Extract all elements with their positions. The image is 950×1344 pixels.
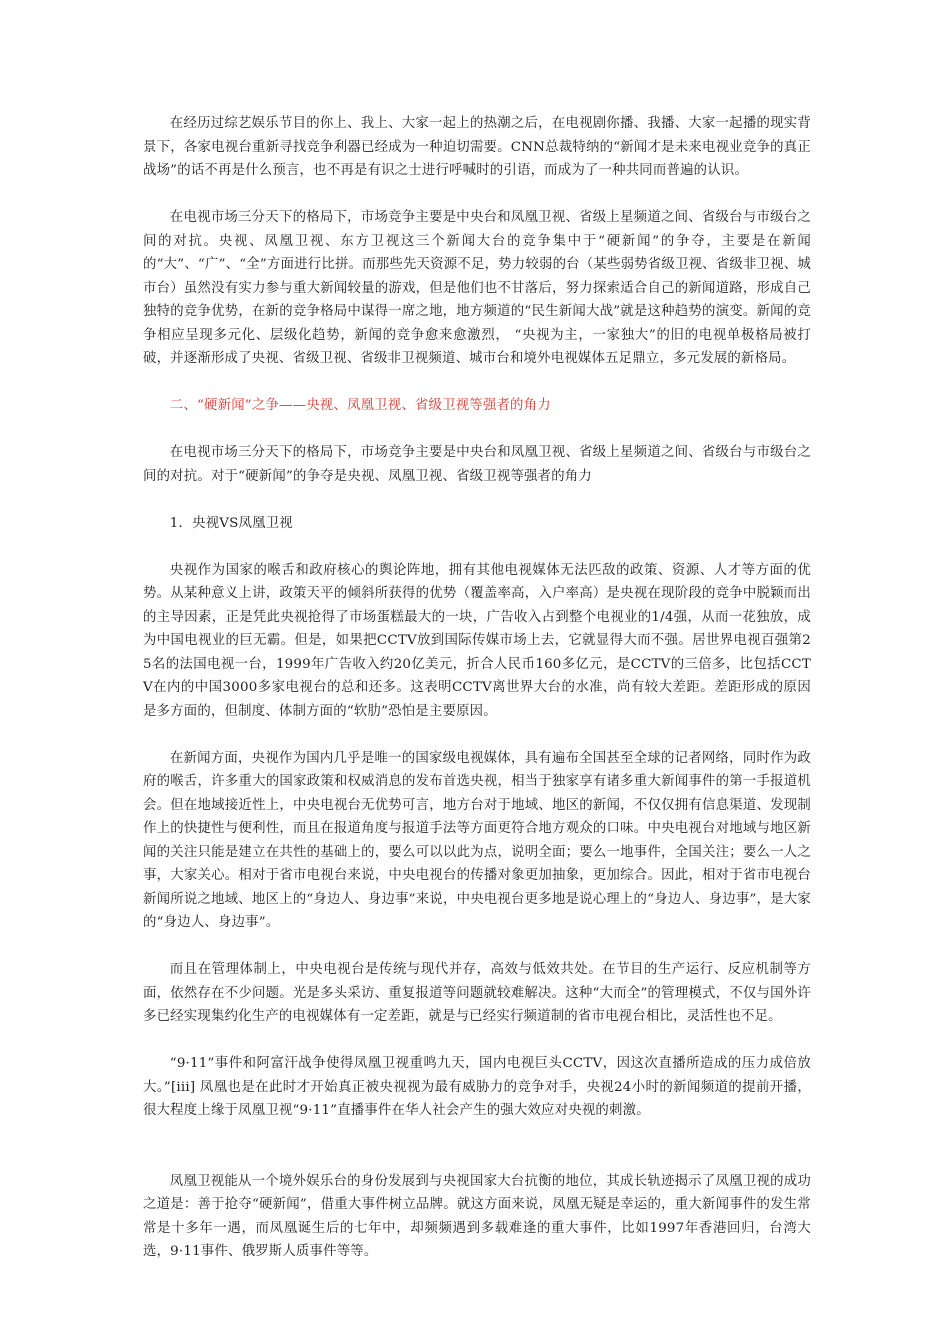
section-heading: 二、“硬新闻”之争——央视、凤凰卫视、省级卫视等强者的角力: [169, 398, 551, 413]
paragraph-spacer: [143, 1146, 811, 1170]
section-intro-paragraph: 在电视市场三分天下的格局下，市场竞争主要是中央台和凤凰卫视、省级上星频道之间、省级台与市级台之间的对抗。对于“硬新闻”的争夺是央视、凤凰卫视、省级卫视等强者的角力: [143, 445, 811, 484]
subheading: 1．央视VS凤凰卫视: [169, 515, 293, 531]
document-page: [143, 112, 811, 1287]
body-paragraph-2: 在新闻方面，央视作为国内几乎是唯一的国家级电视媒体，具有遍布全国甚至全球的记者网络，同时作为政府的喉舌，许多重大的国家政策和权威消息的发布首选央视，相当于独家享有诸多重大新闻事件的第一手报道机会。但在地域接近性上，中央电视台无优势可言，地方台对于地域、地区的新闻，不仅仅拥有信息渠道、发现制作上的快捷性与便利性，而且在报道角度与报道手法等方面更符合地方观众的口味。中央电视台对地域与地区新闻的关注只能是建立在共性的基础上的，要么可以以此为点，说明全面；要么一地事件，全国关注；要么一人之事，大家关心。相对于省市电视台来说，中央电视台的传播对象更加抽象，更加综合。因此，相对于省市电视台新闻所说之地域、地区上的“身边人、身边事”来说，中央电视台更多地是说心理上的“身边人、身边事”，是大家的“身边人、身边事”。: [143, 750, 811, 930]
body-paragraph-3: 而且在管理体制上，中央电视台是传统与现代并存，高效与低效共处。在节目的生产运行、反应机制等方面，依然存在不少问题。光是多头采访、重复报道等问题就较难解决。这种“大而全”的管理模式，不仅与国外许多已经实现集约化生产的电视媒体有一定差距，就是与已经实行频道制的省市电视台相比，灵活性也不足。: [143, 962, 811, 1024]
body-paragraph-1: 央视作为国家的喉舌和政府核心的舆论阵地，拥有其他电视媒体无法匹敌的政策、资源、人才等方面的优势。从某种意义上讲，政策天平的倾斜所获得的优势（覆盖率高，入户率高）是央视在现阶段的竞争中脱颖而出的主导因素，正是凭此央视抢得了市场蛋糕最大的一块，广告收入占到整个电视业的1/4强，从而一花独放，成为中国电视业的巨无霸。但是，如果把CCTV放到国际传媒市场上去，它就显得大而不强。居世界电视百强第25名的法国电视一台，1999年广告收入约20亿美元，折合人民币160多亿元，是CCTV的三倍多，比包括CCTV在内的中国3000多家电视台的总和还多。这表明CCTV离世界大台的水准，尚有较大差距。差距形成的原因是多方面的，但制度、体制方面的“软肋”恐怕是主要原因。: [143, 562, 811, 719]
body-paragraph-5: 凤凰卫视能从一个境外娱乐台的身份发展到与央视国家大台抗衡的地位，其成长轨迹揭示了凤凰卫视的成功之道是：善于抢夺“硬新闻”，借重大事件树立品牌。就这方面来说，凤凰无疑是幸运的，重大新闻事件的发生常常是十多年一遇，而凤凰诞生后的七年中，却频频遇到多载难逢的重大事件，比如1997年香港回归，台湾大选，9·11事件、俄罗斯人质事件等等。: [143, 1173, 811, 1259]
intro-paragraph-1: 在经历过综艺娱乐节目的你上、我上、大家一起上的热潮之后，在电视剧你播、我播、大家一起播的现实背景下，各家电视台重新寻找竞争利器已经成为一种迫切需要。CNN总裁特纳的“新闻才是未来电视业竞争的真正战场”的话不再是什么预言，也不再是有识之士进行呼喊时的引语，而成为了一种共同而普遍的认识。: [143, 116, 811, 178]
intro-paragraph-2: 在电视市场三分天下的格局下，市场竞争主要是中央台和凤凰卫视、省级上星频道之间、省级台与市级台之间的对抗。央视、凤凰卫视、东方卫视这三个新闻大台的竞争集中于“硬新闻”的争夺，主要是在新闻的“大”、“广”、“全”方面进行比拼。而那些先天资源不足，势力较弱的台（某些弱势省级卫视、省级非卫视、城市台）虽然没有实力参与重大新闻较量的游戏，但是他们也不甘落后，努力探索适合自己的新闻道路，形成自己独特的竞争优势，在新的竞争格局中谋得一席之地，地方频道的“民生新闻大战”就是这种趋势的演变。新闻的竞争相应呈现多元化、层级化趋势，新闻的竞争愈来愈激烈， “央视为主，一家独大”的旧的电视单极格局被打破，并逐渐形成了央视、省级卫视、省级非卫视频道、城市台和境外电视媒体五足鼎立，多元发展的新格局。: [143, 210, 811, 366]
body-paragraph-4: “9·11”事件和阿富汗战争使得凤凰卫视重鸣九天，国内电视巨头CCTV，因这次直播所造成的压力成倍放大。”[iii] 凤凰也是在此时才开始真正被央视视为最有威胁力的竞争对手，央视24小时的新闻频道的提前开播，很大程度上缘于凤凰卫视“9·11”直播事件在华人社会产生的强大效应对央视的刺激。: [143, 1056, 811, 1118]
